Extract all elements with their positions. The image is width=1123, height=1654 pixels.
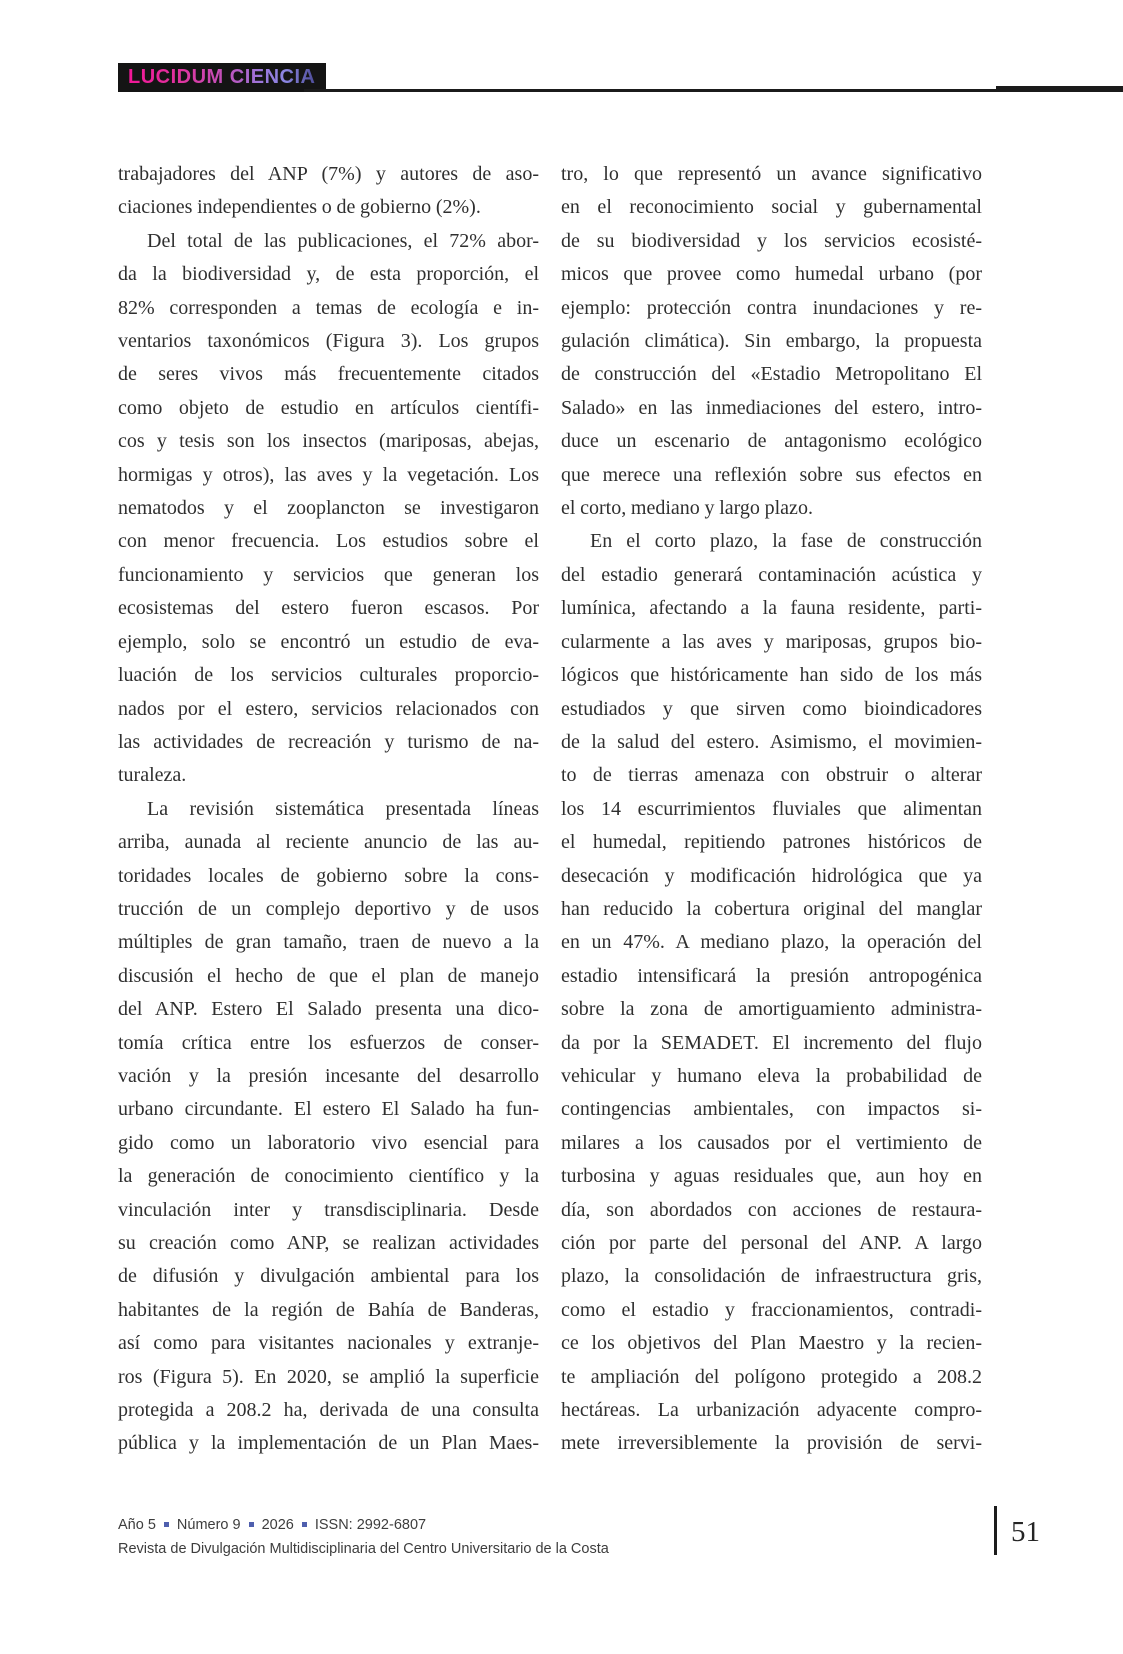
text-line: día, son abordados con acciones de restaura-	[561, 1198, 982, 1221]
text-line: trucción de un complejo deportivo y de usos	[118, 897, 539, 920]
text-line: gulación climática). Sin embargo, la propuesta	[561, 330, 982, 353]
page-number: 51	[1011, 1516, 1040, 1548]
text-line: así como para visitantes nacionales y extranje-	[118, 1332, 539, 1355]
text-line: ción por parte del personal del ANP. A largo	[561, 1232, 982, 1254]
text-line: contingencias ambientales, con impactos si-	[561, 1098, 982, 1121]
text-line: de difusión y divulgación ambiental para los	[118, 1265, 539, 1288]
text-line: las actividades de recreación y turismo de na-	[118, 730, 539, 753]
footer-meta-segment: ISSN: 2992-6807	[314, 1517, 427, 1533]
text-line: tro, lo que representó un avance significativo	[561, 163, 982, 185]
separator-square-icon	[249, 1522, 254, 1527]
text-line: tomía crítica entre los esfuerzos de conser-	[118, 1031, 539, 1054]
text-line: múltiples de gran tamaño, traen de nuevo a la	[118, 931, 539, 954]
brand-title: LUCIDUM CIENCIA	[128, 66, 316, 88]
separator-square-icon	[302, 1522, 307, 1527]
text-line: en el reconocimiento social y gubernamental	[561, 196, 982, 219]
footer-journal-name: Revista de Divulgación Multidisciplinaria del Centro Universitario de la Costa	[118, 1541, 609, 1557]
text-line: que merece una reflexión sobre sus efectos en	[561, 463, 982, 486]
text-line: La revisión sistemática presentada líneas	[147, 797, 539, 820]
text-line: duce un escenario de antagonismo ecológico	[561, 430, 982, 453]
text-line: funcionamiento y servicios que generan los	[118, 563, 539, 586]
text-line: te ampliación del polígono protegido a 208.2	[561, 1365, 982, 1388]
text-line: habitantes de la región de Bahía de Banderas,	[118, 1298, 539, 1321]
footer-meta-segment: 2026	[261, 1517, 294, 1533]
text-line: cos y tesis son los insectos (mariposas, abejas,	[118, 430, 539, 453]
page-footer	[118, 1513, 609, 1561]
text-line: to de tierras amenaza con obstruir o alterar	[561, 764, 982, 787]
text-line: de la salud del estero. Asimismo, el movimien-	[561, 730, 982, 753]
text-column-right	[561, 158, 982, 1461]
text-line: discusión el hecho de que el plan de manejo	[118, 964, 539, 987]
text-line: ejemplo, solo se encontró un estudio de eva-	[118, 630, 539, 653]
text-line: del ANP. Estero El Salado presenta una dico-	[118, 998, 539, 1021]
text-line: vinculación inter y transdisciplinaria. Desde	[118, 1198, 539, 1221]
text-line: el humedal, repitiendo patrones históricos de	[561, 831, 982, 854]
text-line: los 14 escurrimientos fluviales que alimentan	[561, 797, 982, 820]
text-line: luación de los servicios culturales proporcio-	[118, 664, 539, 687]
text-line: trabajadores del ANP (7%) y autores de aso-	[118, 163, 539, 185]
text-line: arriba, aunada al reciente anuncio de las au-	[118, 831, 539, 854]
text-line: da la biodiversidad y, de esta proporción, el	[118, 263, 539, 286]
text-line: plazo, la consolidación de infraestructura gris,	[561, 1265, 982, 1288]
footer-meta-segment: Año 5	[118, 1517, 156, 1533]
text-line: como objeto de estudio en artículos científi-	[118, 396, 539, 419]
text-line: turbosina y aguas residuales que, aun hoy en	[561, 1165, 982, 1188]
text-line: del estadio generará contaminación acústica y	[561, 563, 982, 586]
text-line: en un 47%. A mediano plazo, la operación del	[561, 931, 982, 954]
text-line: ecosistemas del estero fueron escasos. Por	[118, 597, 539, 620]
text-line: nematodos y el zooplancton se investigaron	[118, 497, 539, 520]
separator-square-icon	[164, 1522, 169, 1527]
text-line: urbano circundante. El estero El Salado ha fun-	[118, 1098, 539, 1121]
text-line: de seres vivos más frecuentemente citados	[118, 363, 539, 386]
text-line: la generación de conocimiento científico y la	[118, 1165, 539, 1188]
text-line: lógicos que históricamente han sido de los más	[561, 664, 982, 687]
text-line: han reducido la cobertura original del manglar	[561, 897, 982, 920]
text-column-left	[118, 158, 539, 1461]
text-line: 82% corresponden a temas de ecología e in-	[118, 296, 539, 319]
brand-badge	[118, 63, 326, 92]
text-line: nados por el estero, servicios relacionados con	[118, 697, 539, 720]
text-line: protegida a 208.2 ha, derivada de una consulta	[118, 1399, 539, 1422]
text-line: micos que provee como humedal urbano (por	[561, 263, 982, 286]
text-line: pública y la implementación de un Plan Maes-	[118, 1432, 539, 1455]
text-line: de su biodiversidad y los servicios ecosisté-	[561, 229, 982, 252]
text-line: de construcción del «Estadio Metropolitano El	[561, 363, 982, 386]
text-line: el corto, mediano y largo plazo.	[561, 497, 813, 520]
footer-meta-segment: Número 9	[176, 1517, 241, 1533]
text-line: hectáreas. La urbanización adyacente compro-	[561, 1399, 982, 1422]
text-line: sobre la zona de amortiguamiento administra-	[561, 998, 982, 1021]
text-line: turaleza.	[118, 764, 187, 787]
text-line: hormigas y otros), las aves y la vegetación. Los	[118, 463, 539, 486]
text-line: ros (Figura 5). En 2020, se amplió la superficie	[118, 1365, 539, 1388]
text-line: da por la SEMADET. El incremento del flujo	[561, 1031, 982, 1054]
text-line: ce los objetivos del Plan Maestro y la recien-	[561, 1332, 982, 1355]
text-line: gido como un laboratorio vivo esencial para	[118, 1131, 539, 1154]
text-line: estadio intensificará la presión antropogénica	[561, 964, 982, 987]
text-line: milares a los causados por el vertimiento de	[561, 1131, 982, 1154]
text-line: estudiados y que sirven como bioindicadores	[561, 697, 982, 720]
text-line: desecación y modificación hidrológica que ya	[561, 864, 982, 887]
text-line: vehicular y humano eleva la probabilidad de	[561, 1064, 982, 1087]
text-line: cularmente a las aves y mariposas, grupos bio-	[561, 630, 982, 653]
text-line: Del total de las publicaciones, el 72% abor-	[147, 229, 539, 252]
text-line: ventarios taxonómicos (Figura 3). Los grupos	[118, 330, 539, 353]
text-line: mete irreversiblemente la provisión de servi-	[561, 1432, 982, 1455]
text-line: toridades locales de gobierno sobre la cons-	[118, 864, 539, 887]
text-line: ejemplo: protección contra inundaciones y re-	[561, 296, 982, 319]
footer-meta-line	[118, 1513, 609, 1537]
header-rule-thick	[996, 86, 1123, 93]
text-line: como el estadio y fraccionamientos, contradi-	[561, 1298, 982, 1321]
text-line: ciaciones independientes o de gobierno (2%).	[118, 196, 481, 219]
text-line: su creación como ANP, se realizan actividades	[118, 1232, 539, 1254]
header-rule-thin	[304, 89, 997, 92]
text-line: lumínica, afectando a la fauna residente, parti-	[561, 597, 982, 620]
page-number-divider	[994, 1506, 997, 1555]
text-line: con menor frecuencia. Los estudios sobre el	[118, 530, 539, 553]
text-line: vación y la presión incesante del desarrollo	[118, 1064, 539, 1087]
text-line: Salado» en las inmediaciones del estero, intro-	[561, 396, 982, 419]
text-line: En el corto plazo, la fase de construcción	[590, 530, 982, 553]
